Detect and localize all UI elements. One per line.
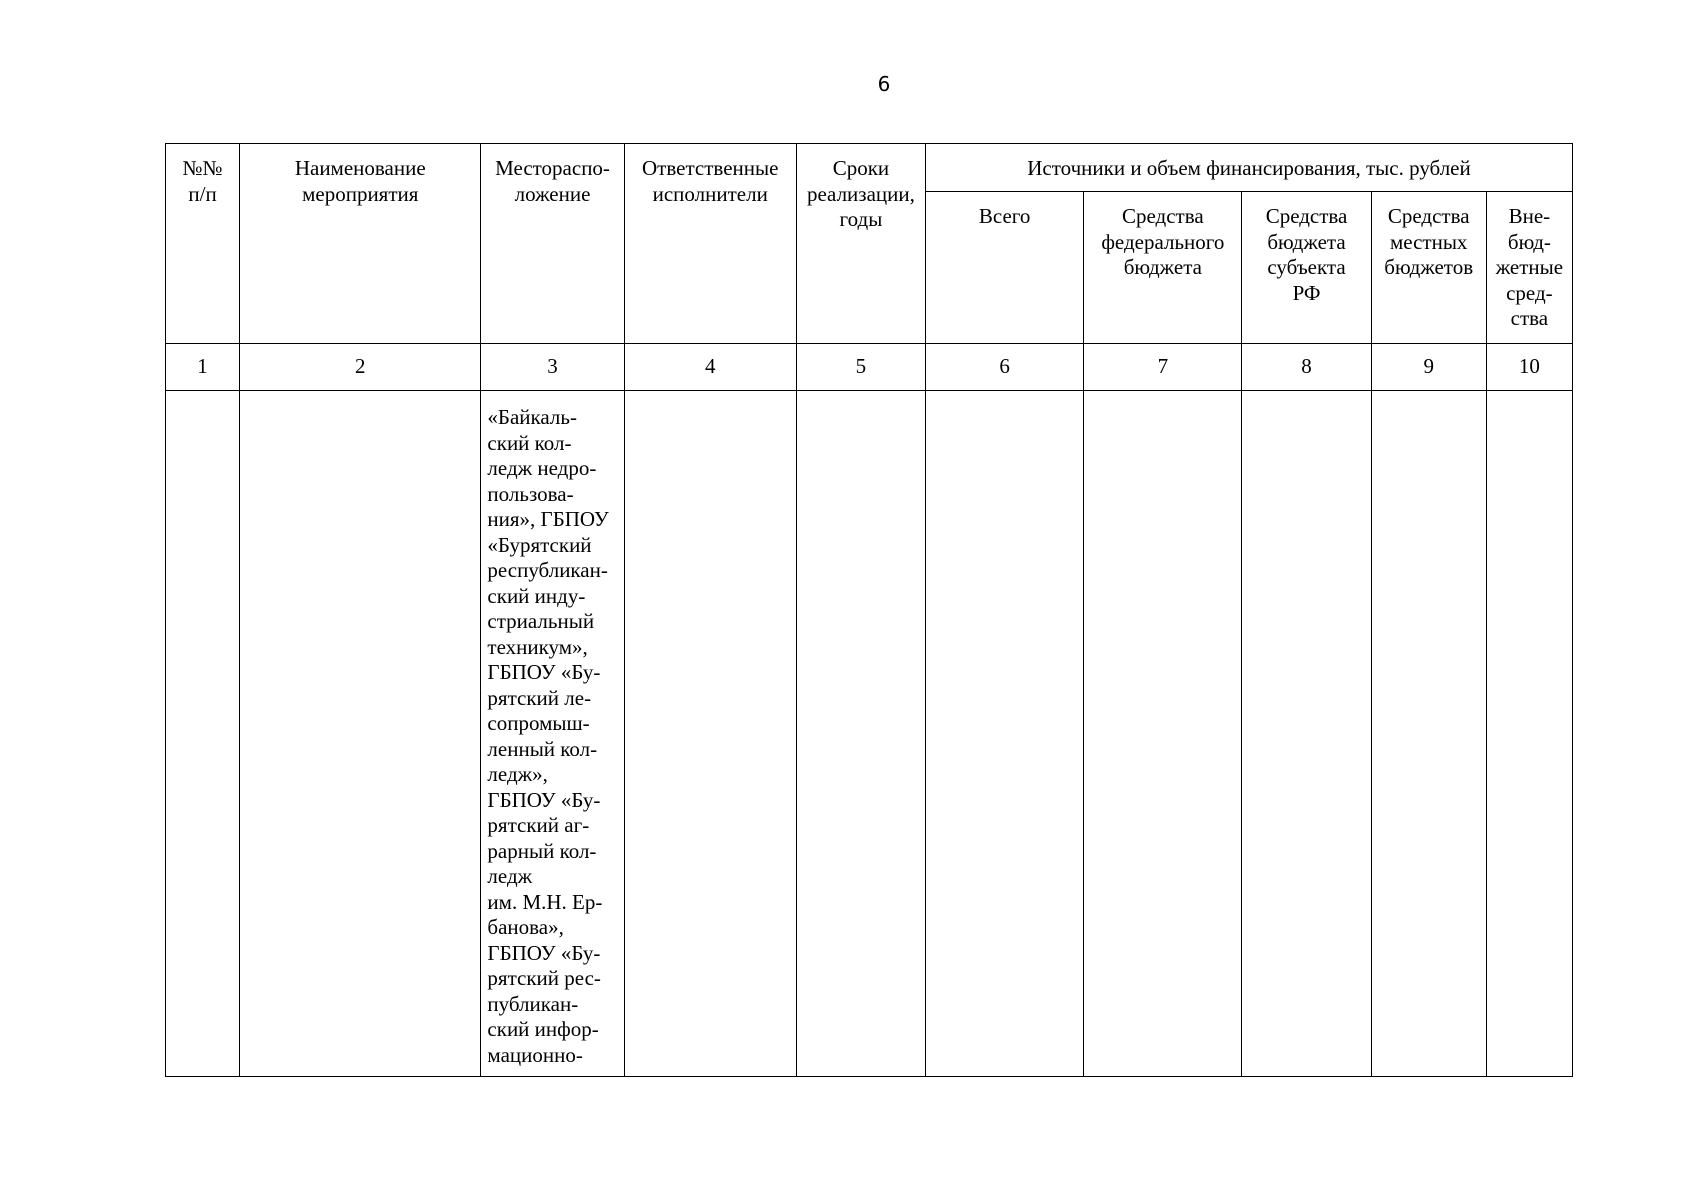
column-number: 4	[624, 344, 796, 391]
cell-timeline	[796, 391, 925, 1077]
column-number: 9	[1371, 344, 1486, 391]
cell-location: «Байкаль- ский кол- ледж недро- пользова- ния», ГБПОУ «Бурятский республикан- ский инду- стриальный техникум», ГБПОУ «Бу- рятский ле- сопромыш- ленный кол- ледж», ГБПОУ «Бу- рятский аг- рарный кол- ледж им. М.Н. Ер- банова», ГБПОУ «Бу- рятский рес- публикан- ский инфор- мационно-	[481, 391, 624, 1077]
header-regional-budget: Средства бюджета субъекта РФ	[1242, 192, 1371, 344]
table-row	[166, 391, 1573, 1077]
header-row-1	[166, 144, 1573, 192]
cell-regional-budget	[1242, 391, 1371, 1077]
cell-local-budgets	[1371, 391, 1486, 1077]
column-numbers-row	[166, 344, 1573, 391]
header-extrabudgetary: Вне- бюд- жетные сред- ства	[1486, 192, 1572, 344]
page-number: 6	[877, 72, 891, 96]
header-federal-budget: Средства федерального бюджета	[1084, 192, 1242, 344]
header-total: Всего	[926, 192, 1084, 344]
header-index: №№ п/п	[166, 144, 240, 344]
column-number: 6	[926, 344, 1084, 391]
header-local-budgets: Средства местных бюджетов	[1371, 192, 1486, 344]
cell-total	[926, 391, 1084, 1077]
column-number: 8	[1242, 344, 1371, 391]
column-number: 5	[796, 344, 925, 391]
column-number: 1	[166, 344, 240, 391]
header-activity-name: Наименование мероприятия	[240, 144, 481, 344]
cell-activity-name	[240, 391, 481, 1077]
header-executors: Ответственные исполнители	[624, 144, 796, 344]
cell-federal-budget	[1084, 391, 1242, 1077]
column-number: 7	[1084, 344, 1242, 391]
header-timeline: Сроки реализации, годы	[796, 144, 925, 344]
cell-extrabudgetary	[1486, 391, 1572, 1077]
cell-index	[166, 391, 240, 1077]
column-number: 3	[481, 344, 624, 391]
cell-executors	[624, 391, 796, 1077]
column-number: 2	[240, 344, 481, 391]
funding-plan-table	[165, 143, 1573, 1077]
column-number: 10	[1486, 344, 1572, 391]
header-location: Местораспо- ложение	[481, 144, 624, 344]
header-funding-group: Источники и объем финансирования, тыс. рублей	[926, 144, 1573, 192]
